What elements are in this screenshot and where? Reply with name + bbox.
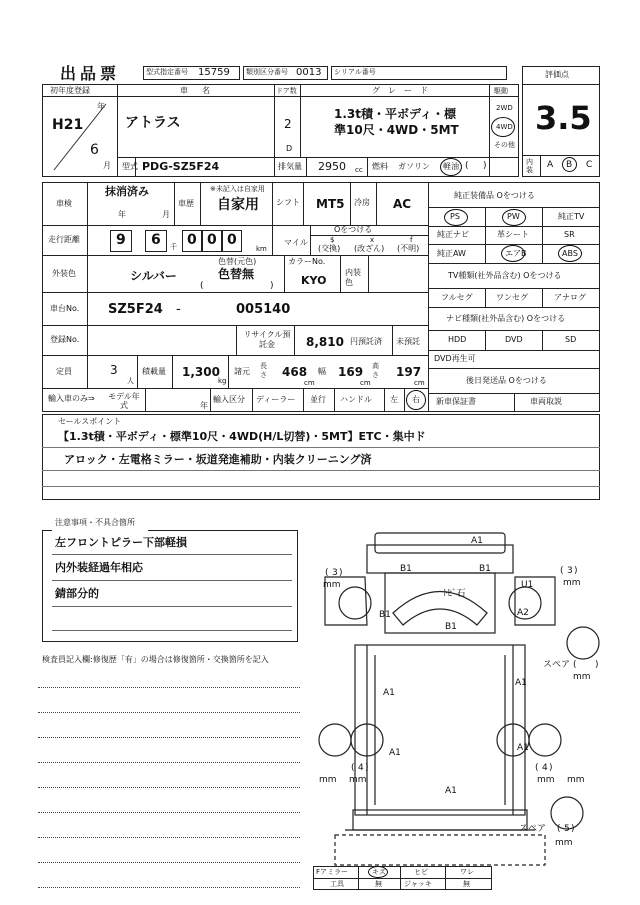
cc-unit: cc xyxy=(355,166,363,174)
note-item-3: 錆部分的 xyxy=(55,587,99,600)
after-title: 後日発送品 Oをつける xyxy=(466,376,547,385)
model-year-label: モデル年式 xyxy=(108,392,140,410)
tire-rr-close: ) xyxy=(549,763,553,773)
interior-color-label: 内装色 xyxy=(345,268,361,287)
color-original-label: 色替(元色) xyxy=(218,257,257,266)
tamper-mark: x xyxy=(370,236,375,244)
diagram-a1-top: A1 xyxy=(471,536,483,546)
sales-line2: アロック・左電格ミラー・坂道発進補助・内装クリーニング済 xyxy=(64,453,372,466)
width-value: 169 xyxy=(338,365,364,379)
mileage-digit-4: 0 xyxy=(207,232,217,248)
f-mirror-circle xyxy=(368,866,388,878)
mileage-digit-1: 9 xyxy=(116,232,126,248)
spare2-label: スペア xyxy=(519,824,547,834)
sales-line1: 【1.3t積・平ボディ・標準10尺・4WD(H/L切替)・5MT】ETC・集中ド xyxy=(58,430,426,443)
dims-label: 諸元 xyxy=(234,367,250,376)
shift-label: シフト xyxy=(276,198,300,207)
height-label: 高さ xyxy=(372,362,379,379)
tire-fr-value: 3 xyxy=(567,566,573,576)
width-unit: cm xyxy=(360,379,371,387)
tools-value: 無 xyxy=(375,880,382,888)
tire-rr-mm: mm xyxy=(537,775,555,785)
drive-4wd-circle xyxy=(491,117,515,137)
diagram-b1-center: B1 xyxy=(445,622,457,632)
load-unit: kg xyxy=(218,377,227,385)
spare1-close: ) xyxy=(595,660,599,670)
grade-label: グレード xyxy=(372,86,436,95)
type-value: PDG-SZ5F24 xyxy=(142,160,220,173)
tv-analog: アナログ xyxy=(554,293,586,302)
diagram-a1-right1: A1 xyxy=(515,678,527,688)
drive-label: 駆動 xyxy=(494,87,508,95)
chassis-number: 005140 xyxy=(236,302,291,317)
tire-rr2-mm: mm xyxy=(567,775,585,785)
chassis-label: 車台No. xyxy=(50,304,80,313)
type-label: 型式 xyxy=(122,162,138,171)
ac-label: 冷房 xyxy=(354,198,370,207)
ac-value: AC xyxy=(393,197,412,211)
diagram-b1-right: B1 xyxy=(479,564,491,574)
diagram-a1-left2: A1 xyxy=(389,748,401,758)
load-label: 積載量 xyxy=(142,367,166,376)
tools-label: 工具 xyxy=(330,880,344,888)
tv-title: TV種類(社外品含む) Oをつける xyxy=(448,271,562,280)
equip-airbag-circle xyxy=(501,245,525,262)
displacement-label: 排気量 xyxy=(278,162,302,171)
equip-sr: SR xyxy=(564,230,575,239)
tire-fl-value: 3 xyxy=(332,568,338,578)
after-warranty: 新車保証書 xyxy=(436,397,476,406)
first-reg-label: 初年度登録 xyxy=(50,86,90,95)
unknown-mark: f xyxy=(410,236,413,244)
mark-instruction: Oをつける xyxy=(334,225,373,234)
drive-4wd: 4WD xyxy=(496,123,513,131)
tire-fl-close: ) xyxy=(339,568,343,578)
equip-aw: 純正AW xyxy=(437,249,466,258)
km-unit: km xyxy=(256,245,267,253)
chassis-dash: - xyxy=(176,302,181,317)
tire-rr-value: 4 xyxy=(542,763,548,773)
tire-fr-close: ) xyxy=(574,566,578,576)
tv-oneseg: ワンセグ xyxy=(496,293,528,302)
class-label: 類別区分番号 xyxy=(246,68,288,76)
tire-rl-value: 4 xyxy=(358,763,364,773)
crack-label: ヒビ xyxy=(414,868,428,876)
truck-diagram xyxy=(305,525,605,870)
name-label: 車名 xyxy=(180,86,224,95)
inspector-label: 検査員記入欄:修復歴「有」の場合は修復箇所・交換箇所を記入 xyxy=(42,655,269,664)
equip-navi: 純正ナビ xyxy=(437,230,469,239)
inspection-label: 車検 xyxy=(56,199,72,208)
mileage-label: 走行距離 xyxy=(48,235,80,244)
equip-leather: 革シート xyxy=(497,230,529,239)
tire-rl-close: ) xyxy=(365,763,369,773)
serial-label: シリアル番号 xyxy=(334,68,376,76)
displacement-value: 2950 xyxy=(318,160,346,173)
page-title: 出品票 xyxy=(60,64,121,83)
navi-title: ナビ種類(社外品含む) Oをつける xyxy=(446,314,566,323)
parallel-label: 並行 xyxy=(310,395,326,404)
note-item-2: 内外装経過年相応 xyxy=(55,561,143,574)
inspection-value: 抹消済み xyxy=(105,185,149,198)
tire-fl-open: ( xyxy=(325,568,329,578)
reg-month-unit: 月 xyxy=(103,161,111,170)
interior-c: C xyxy=(586,160,593,170)
spare1-mm: mm xyxy=(573,672,591,682)
equip-pw: PW xyxy=(507,212,520,221)
jack-value: 無 xyxy=(463,880,470,888)
navi-hdd: HDD xyxy=(448,335,467,344)
spare2-value: 5 xyxy=(564,824,570,834)
length-unit: cm xyxy=(304,379,315,387)
equip-ps-circle xyxy=(444,209,468,226)
width-label: 幅 xyxy=(318,367,326,376)
diagram-a2: A2 xyxy=(517,608,529,618)
equip-airbag: エアB xyxy=(505,249,527,258)
capacity-unit: 人 xyxy=(127,377,134,385)
capacity-label: 定員 xyxy=(56,367,72,376)
diagram-u1: U1 xyxy=(521,580,534,590)
recycle-label: リサイクル預託金 xyxy=(243,330,291,349)
history-value: 自家用 xyxy=(217,197,259,213)
handle-right-circle xyxy=(406,390,426,410)
height-unit: cm xyxy=(414,379,425,387)
equip-tv: 純正TV xyxy=(558,212,585,221)
mile-label: マイル xyxy=(284,238,308,247)
length-value: 468 xyxy=(282,365,308,379)
tire-rl-mm: mm xyxy=(349,775,367,785)
interior-b: B xyxy=(566,160,573,170)
equip-ps: PS xyxy=(450,212,460,221)
recycle-paid: 円預託済 xyxy=(350,337,382,346)
diagram-a1-left1: A1 xyxy=(383,688,395,698)
model-cert-value: 15759 xyxy=(198,67,230,78)
sales-label: セールスポイント xyxy=(58,417,122,426)
fuel-light: 軽油 xyxy=(443,162,459,171)
mileage-digit-5: 0 xyxy=(227,232,237,248)
interior-label: 内装 xyxy=(526,158,533,174)
swap-mark: $ xyxy=(330,236,335,244)
color-value: シルバー xyxy=(130,269,177,283)
fuel-paren-open: ( xyxy=(465,161,469,171)
handle-left: 左 xyxy=(390,395,398,404)
doors-suffix: D xyxy=(286,144,293,153)
color-paren-open: ( xyxy=(200,281,204,291)
tire-fr-mm: mm xyxy=(563,578,581,588)
tire-rl2-mm: mm xyxy=(319,775,337,785)
length-label: 長さ xyxy=(260,362,267,379)
score-value: 3.5 xyxy=(535,99,592,137)
inspection-month: 月 xyxy=(162,210,170,219)
recycle-unpaid: 未預託 xyxy=(396,337,420,346)
navi-dvd: DVD xyxy=(505,335,523,344)
shift-value: MT5 xyxy=(316,197,345,211)
tv-fullseg: フルセグ xyxy=(441,293,473,302)
reg-year-unit: 年 xyxy=(97,102,105,111)
mileage-digit-2: 6 xyxy=(151,232,161,248)
navi-sd: SD xyxy=(565,335,577,344)
dvd-play: DVD再生可 xyxy=(434,354,476,363)
load-value: 1,300 xyxy=(182,365,220,379)
history-note: ※未記入は自家用 xyxy=(210,185,265,193)
grade-line2: 準10尺・4WD・5MT xyxy=(334,123,459,137)
diagram-a1-right2: A1 xyxy=(517,743,529,753)
model-cert-label: 型式指定番号 xyxy=(146,68,188,76)
fuel-value: ガソリン xyxy=(398,162,430,171)
equip-pw-circle xyxy=(502,209,526,226)
swap-label: (交換) xyxy=(318,244,341,253)
drive-2wd: 2WD xyxy=(496,104,513,112)
grade-line1: 1.3t積・平ボディ・標 xyxy=(334,107,457,121)
equipment-title: 純正装備品 Oをつける xyxy=(454,191,535,200)
break-label: ワレ xyxy=(460,868,474,876)
fuel-light-circle xyxy=(440,158,462,176)
color-label: 外装色 xyxy=(52,269,76,278)
drive-other: その他 xyxy=(494,141,515,149)
notes-label: 注意事項・不具合箇所 xyxy=(55,518,135,527)
tire-fr-open: ( xyxy=(560,566,564,576)
tamper-label: (改ざん) xyxy=(354,244,385,253)
tire-fl-mm: mm xyxy=(323,580,341,590)
note-item-1: 左フロントピラー下部軽損 xyxy=(55,536,187,549)
tire-rl-open: ( xyxy=(351,763,355,773)
class-value: 0013 xyxy=(296,67,322,78)
color-paren-close: ) xyxy=(270,281,274,291)
tire-rr-open: ( xyxy=(535,763,539,773)
recycle-value: 8,810 xyxy=(306,335,344,349)
after-manual: 車両取説 xyxy=(530,397,562,406)
interior-a: A xyxy=(547,160,554,170)
handle-right: 右 xyxy=(412,395,420,404)
import-label: 輸入車のみ⇒ xyxy=(48,394,95,403)
inspection-year: 年 xyxy=(118,210,126,219)
mileage-digit-3: 0 xyxy=(187,232,197,248)
score-label: 評価点 xyxy=(545,70,569,79)
thousand-unit: 千 xyxy=(170,243,177,251)
f-mirror-value: キズ xyxy=(372,868,386,876)
chassis-prefix: SZ5F24 xyxy=(108,302,163,317)
spare1-open: ( xyxy=(573,660,577,670)
handle-label: ハンドル xyxy=(340,395,372,404)
history-label: 車歴 xyxy=(178,199,194,208)
doors-value: 2 xyxy=(284,117,292,131)
color-no-value: KYO xyxy=(301,274,327,287)
capacity-value: 3 xyxy=(110,363,118,377)
diagram-rust: ﾄﾋﾞ石 xyxy=(443,589,466,599)
fuel-label: 燃料 xyxy=(372,162,388,171)
diagram-b1-left: B1 xyxy=(400,564,412,574)
height-value: 197 xyxy=(396,365,422,379)
interior-b-circle xyxy=(562,157,577,172)
spare1-label: スペア xyxy=(543,660,571,670)
import-type-label: 輸入区分 xyxy=(213,395,245,404)
spare2-open: ( xyxy=(557,824,561,834)
fuel-paren-close: ) xyxy=(483,161,487,171)
color-no-label: カラーNo. xyxy=(288,257,326,266)
model-year-unit: 年 xyxy=(200,401,208,410)
car-name: アトラス xyxy=(125,115,181,131)
spare2-close: ) xyxy=(571,824,575,834)
jack-label: ジャッキ xyxy=(404,880,432,888)
diagram-b1-cab: B1 xyxy=(379,610,391,620)
equip-abs: ABS xyxy=(562,249,578,258)
unknown-label: (不明) xyxy=(397,244,420,253)
registration-label: 登録No. xyxy=(50,335,80,344)
dealer-label: ディーラー xyxy=(256,395,296,404)
reg-era: H21 xyxy=(52,117,84,133)
color-original-value: 色替無 xyxy=(218,267,255,281)
spare2-mm: mm xyxy=(555,838,573,848)
equip-abs-circle xyxy=(558,245,582,262)
doors-label: ドア数 xyxy=(276,87,297,95)
diagram-a1-rear: A1 xyxy=(445,786,457,796)
f-mirror-label: Fアミラー xyxy=(316,868,349,876)
reg-month: 6 xyxy=(90,142,99,158)
